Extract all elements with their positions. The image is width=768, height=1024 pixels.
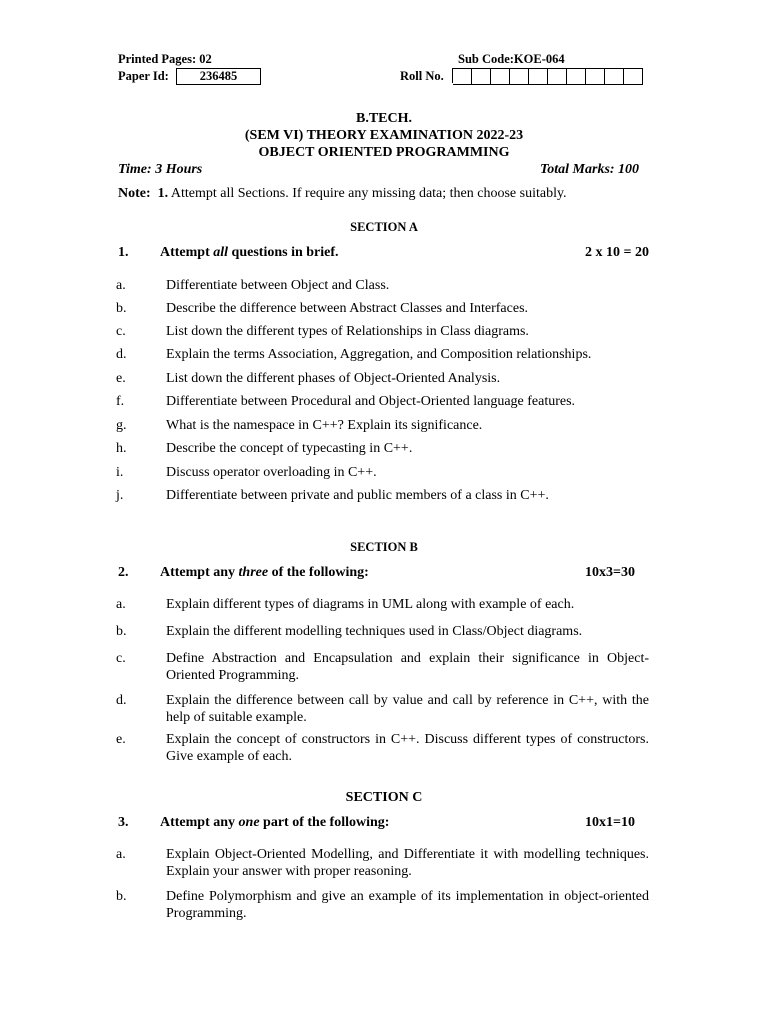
q2-post: of the following: bbox=[268, 565, 369, 580]
q1-em: all bbox=[213, 245, 229, 260]
question-3-marks: 10x1=10 bbox=[585, 815, 635, 830]
time-label: Time: 3 Hours bbox=[118, 162, 203, 177]
item-text: Explain the concept of constructors in C++. Discuss different types of constructors. Give example of each. bbox=[166, 732, 649, 764]
item-letter: c. bbox=[116, 651, 126, 666]
item-letter: i. bbox=[116, 465, 124, 480]
item-text: List down the different types of Relationships in Class diagrams. bbox=[166, 324, 529, 339]
item-text: Differentiate between private and public members of a class in C++. bbox=[166, 488, 549, 503]
item-text: Define Abstraction and Encapsulation and explain their significance in Object-Oriented Programming. bbox=[166, 651, 649, 683]
total-marks: Total Marks: 100 bbox=[540, 162, 640, 177]
item-text: Explain the difference between call by value and call by reference in C++, with the help of suitable example. bbox=[166, 693, 649, 725]
question-2-number: 2. bbox=[118, 565, 129, 580]
item-letter: a. bbox=[116, 278, 126, 293]
item-letter: c. bbox=[116, 324, 126, 339]
q3-em: one bbox=[238, 815, 260, 830]
item-text: Explain the different modelling techniques used in Class/Object diagrams. bbox=[166, 624, 583, 639]
roll-no-cell[interactable] bbox=[453, 68, 472, 85]
item-text: List down the different phases of Object-Oriented Analysis. bbox=[166, 371, 501, 386]
q2-em: three bbox=[238, 565, 269, 580]
section-c-heading: SECTION C bbox=[345, 790, 423, 805]
item-letter: e. bbox=[116, 371, 126, 386]
question-1-marks: 2 x 10 = 20 bbox=[585, 245, 649, 260]
note bbox=[118, 186, 567, 202]
exam-title: (SEM VI) THEORY EXAMINATION 2022-23 bbox=[244, 128, 524, 143]
item-text: What is the namespace in C++? Explain its significance. bbox=[166, 418, 483, 433]
item-text: Discuss operator overloading in C++. bbox=[166, 465, 377, 480]
item-letter: g. bbox=[116, 418, 127, 433]
item-letter: h. bbox=[116, 441, 127, 456]
roll-no-cell[interactable] bbox=[624, 68, 643, 85]
item-text: Describe the difference between Abstract Classes and Interfaces. bbox=[166, 301, 529, 316]
item-letter: e. bbox=[116, 732, 126, 747]
roll-no-label: Roll No. bbox=[400, 69, 444, 83]
item-letter: j. bbox=[116, 488, 124, 503]
q2-pre: Attempt any bbox=[160, 565, 239, 580]
q3-pre: Attempt any bbox=[160, 815, 239, 830]
item-text: Explain the terms Association, Aggregation, and Composition relationships. bbox=[166, 347, 592, 362]
item-text: Explain different types of diagrams in UML along with example of each. bbox=[166, 597, 575, 612]
question-1-number: 1. bbox=[118, 245, 129, 260]
degree-title: B.TECH. bbox=[355, 111, 412, 126]
item-letter: a. bbox=[116, 847, 126, 862]
section-b-heading: SECTION B bbox=[350, 540, 418, 554]
item-letter: b. bbox=[116, 624, 127, 639]
roll-no-cell[interactable] bbox=[510, 68, 529, 85]
q3-post: part of the following: bbox=[259, 815, 390, 830]
sub-code: Sub Code:KOE-064 bbox=[458, 52, 565, 66]
note-label: Note: bbox=[118, 186, 151, 201]
roll-no-cell[interactable] bbox=[491, 68, 510, 85]
section-a-heading: SECTION A bbox=[350, 220, 418, 234]
printed-pages: Printed Pages: 02 bbox=[118, 52, 212, 66]
q1-post: questions in brief. bbox=[228, 245, 339, 260]
roll-no-cell[interactable] bbox=[586, 68, 605, 85]
question-2-instruction bbox=[160, 565, 369, 581]
item-text: Differentiate between Object and Class. bbox=[166, 278, 390, 293]
item-letter: b. bbox=[116, 301, 127, 316]
item-letter: d. bbox=[116, 347, 127, 362]
item-letter: a. bbox=[116, 597, 126, 612]
paper-id-box: 236485 bbox=[176, 68, 261, 85]
item-text: Explain Object-Oriented Modelling, and Differentiate it with modelling techniques. Explain your answer with proper reasoning. bbox=[166, 847, 649, 879]
roll-no-cell[interactable] bbox=[472, 68, 491, 85]
item-letter: b. bbox=[116, 889, 127, 904]
roll-no-cell[interactable] bbox=[605, 68, 624, 85]
question-2-marks: 10x3=30 bbox=[585, 565, 635, 580]
note-text: Attempt all Sections. If require any missing data; then choose suitably. bbox=[170, 186, 567, 201]
question-3-number: 3. bbox=[118, 815, 129, 830]
roll-no-grid[interactable] bbox=[452, 68, 643, 83]
item-text: Define Polymorphism and give an example of its implementation in object-oriented Programming. bbox=[166, 889, 649, 921]
item-letter: f. bbox=[116, 394, 125, 409]
roll-no-cell[interactable] bbox=[548, 68, 567, 85]
item-text: Describe the concept of typecasting in C++. bbox=[166, 441, 413, 456]
subject-title: OBJECT ORIENTED PROGRAMMING bbox=[258, 145, 510, 160]
question-1-instruction bbox=[160, 245, 339, 261]
q1-pre: Attempt bbox=[160, 245, 214, 260]
item-text: Differentiate between Procedural and Object-Oriented language features. bbox=[166, 394, 576, 409]
question-3-instruction bbox=[160, 815, 389, 831]
roll-no-cell[interactable] bbox=[567, 68, 586, 85]
roll-no-cell[interactable] bbox=[529, 68, 548, 85]
note-number: 1. bbox=[157, 186, 169, 201]
item-letter: d. bbox=[116, 693, 127, 708]
paper-id-label: Paper Id: bbox=[118, 69, 169, 83]
